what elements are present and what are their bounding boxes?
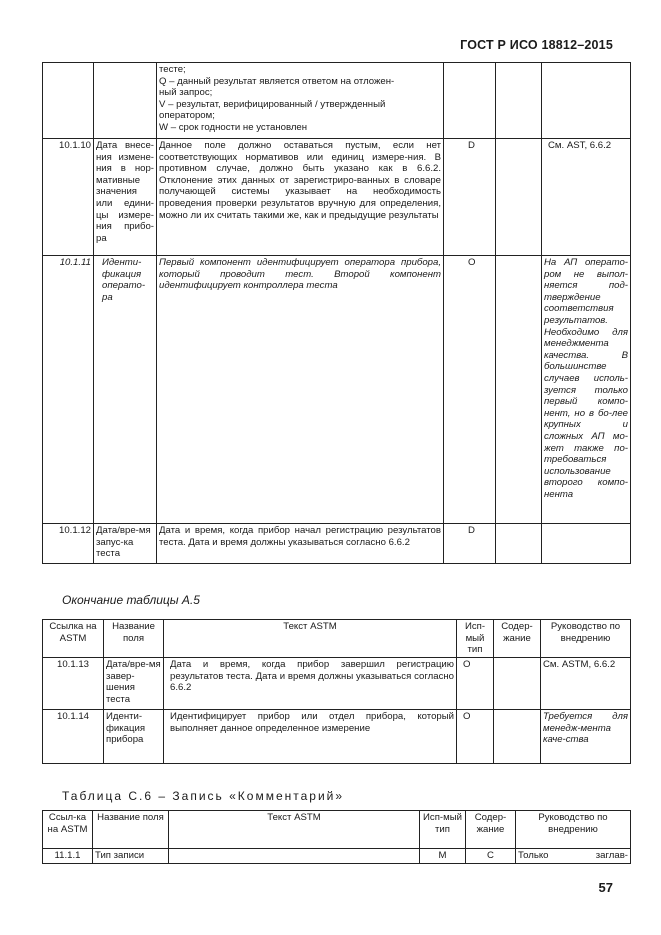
table-row — [43, 63, 631, 139]
header-name: Название поля — [93, 811, 169, 849]
content-cell — [496, 524, 542, 564]
table-a5-end — [42, 619, 631, 764]
header-guide: Руководство по внедрению — [541, 620, 631, 658]
ref-cell: 10.1.12 — [43, 524, 94, 564]
header-content: Содер-жание — [466, 811, 516, 849]
table-a5-continuation — [42, 62, 631, 564]
table-header-row — [43, 620, 631, 658]
guide-cell: На АП операто-ром не выпол-няется под-тверждение соответствия результатов. Необходимо для менеджмента качества. В большинстве случаев исполь-зуется только первый компо-нент, но в бо-лее крупных и сложных АП мо-жет также по-требоваться использование второго компо-нента — [542, 256, 631, 524]
header-name: Название поля — [104, 620, 164, 658]
field-name-cell — [94, 63, 157, 139]
table-row — [43, 710, 631, 764]
usage-cell: O — [457, 658, 494, 710]
field-name-cell: Иденти-фикация операто-ра — [94, 256, 157, 524]
table-row — [43, 524, 631, 564]
usage-cell: M — [420, 849, 466, 864]
table-row — [43, 849, 631, 864]
field-name-cell: Иденти-фикация прибора — [104, 710, 164, 764]
astm-text-cell: Дата и время, когда прибор завершил регистрацию результатов теста. Дата и время должны указываться согласно 6.6.2 — [164, 658, 457, 710]
astm-text-cell — [157, 63, 444, 139]
usage-cell: O — [457, 710, 494, 764]
content-cell — [496, 139, 542, 256]
content-cell — [494, 710, 541, 764]
table-caption-end: Окончание таблицы А.5 — [62, 593, 200, 607]
content-cell — [496, 256, 542, 524]
ref-cell: 11.1.1 — [43, 849, 93, 864]
guide-cell: См. AST, 6.6.2 — [542, 139, 631, 256]
content-cell: C — [466, 849, 516, 864]
guide-cell — [542, 524, 631, 564]
ref-cell: 10.1.10 — [43, 139, 94, 256]
astm-text-cell: Данное поле должно оставаться пустым, если нет соответствующих нормативов или единиц измере-ния. В противном случае, должно быть указано как в 6.6.2. Отклонение этих данных от зарегистриро-ванных в словаре получающей системы указывает на необходимость проведения проверки результатов вручную для определения, можно ли их считать такими же, как и предыдущие результаты — [157, 139, 444, 256]
text-line: тесте; — [159, 64, 186, 75]
astm-text-cell: Первый компонент идентифицирует оператора прибора, который проводит тест. Второй компонент идентифицирует контроллера теста — [157, 256, 444, 524]
header-usage: Исп-мый тип — [420, 811, 466, 849]
document-header: ГОСТ Р ИСО 18812–2015 — [460, 38, 613, 52]
ref-cell: 10.1.14 — [43, 710, 104, 764]
field-name-cell: Дата внесе-ния измене-ния в нор-мативные значения или едини-цы измере-ния прибо-ра — [94, 139, 157, 256]
header-ref: Ссылка на ASTM — [43, 620, 104, 658]
table-caption-c6: Таблица С.6 – Запись «Комментарий» — [62, 789, 345, 803]
guide-cell: См. ASTM, 6.6.2 — [541, 658, 631, 710]
header-text: Текст ASTM — [164, 620, 457, 658]
ref-cell — [43, 63, 94, 139]
text-line: Q – данный результат является ответом на отложен- — [159, 75, 395, 87]
text-line: оператором; — [159, 110, 215, 122]
ref-cell: 10.1.13 — [43, 658, 104, 710]
text-line: ный запрос; — [159, 87, 213, 99]
astm-text-cell: Дата и время, когда прибор начал регистрацию результатов теста. Дата и время должны указываться согласно 6.6.2 — [157, 524, 444, 564]
header-content: Содер-жание — [494, 620, 541, 658]
astm-text-cell — [169, 849, 420, 864]
table-row — [43, 658, 631, 710]
field-name-cell: Тип записи — [93, 849, 169, 864]
table-header-row — [43, 811, 631, 849]
astm-text-cell: Идентифицирует прибор или отдел прибора, который выполняет данное определенное измерение — [164, 710, 457, 764]
usage-cell: O — [444, 256, 496, 524]
content-cell — [496, 63, 542, 139]
guide-cell — [542, 63, 631, 139]
content-cell — [494, 658, 541, 710]
header-text: Текст ASTM — [169, 811, 420, 849]
header-usage: Исп-мый тип — [457, 620, 494, 658]
field-name-cell: Дата/вре-мя запус-ка теста — [94, 524, 157, 564]
text-line: W – срок годности не установлен — [159, 121, 308, 133]
header-guide: Руководство по внедрению — [516, 811, 631, 849]
guide-cell: Требуется для менедж-мента каче-ства — [541, 710, 631, 764]
page-number: 57 — [598, 880, 613, 895]
guide-cell: Только заглав- — [516, 849, 631, 864]
usage-cell: D — [444, 524, 496, 564]
usage-cell — [444, 63, 496, 139]
table-c6 — [42, 810, 631, 864]
table-row — [43, 256, 631, 524]
usage-cell: D — [444, 139, 496, 256]
ref-cell: 10.1.11 — [43, 256, 94, 524]
table-row — [43, 139, 631, 256]
field-name-cell: Дата/вре-мя завер-шения теста — [104, 658, 164, 710]
header-ref: Ссыл-ка на ASTM — [43, 811, 93, 849]
text-line: V – результат, верифицированный / утвержденный — [159, 98, 386, 110]
